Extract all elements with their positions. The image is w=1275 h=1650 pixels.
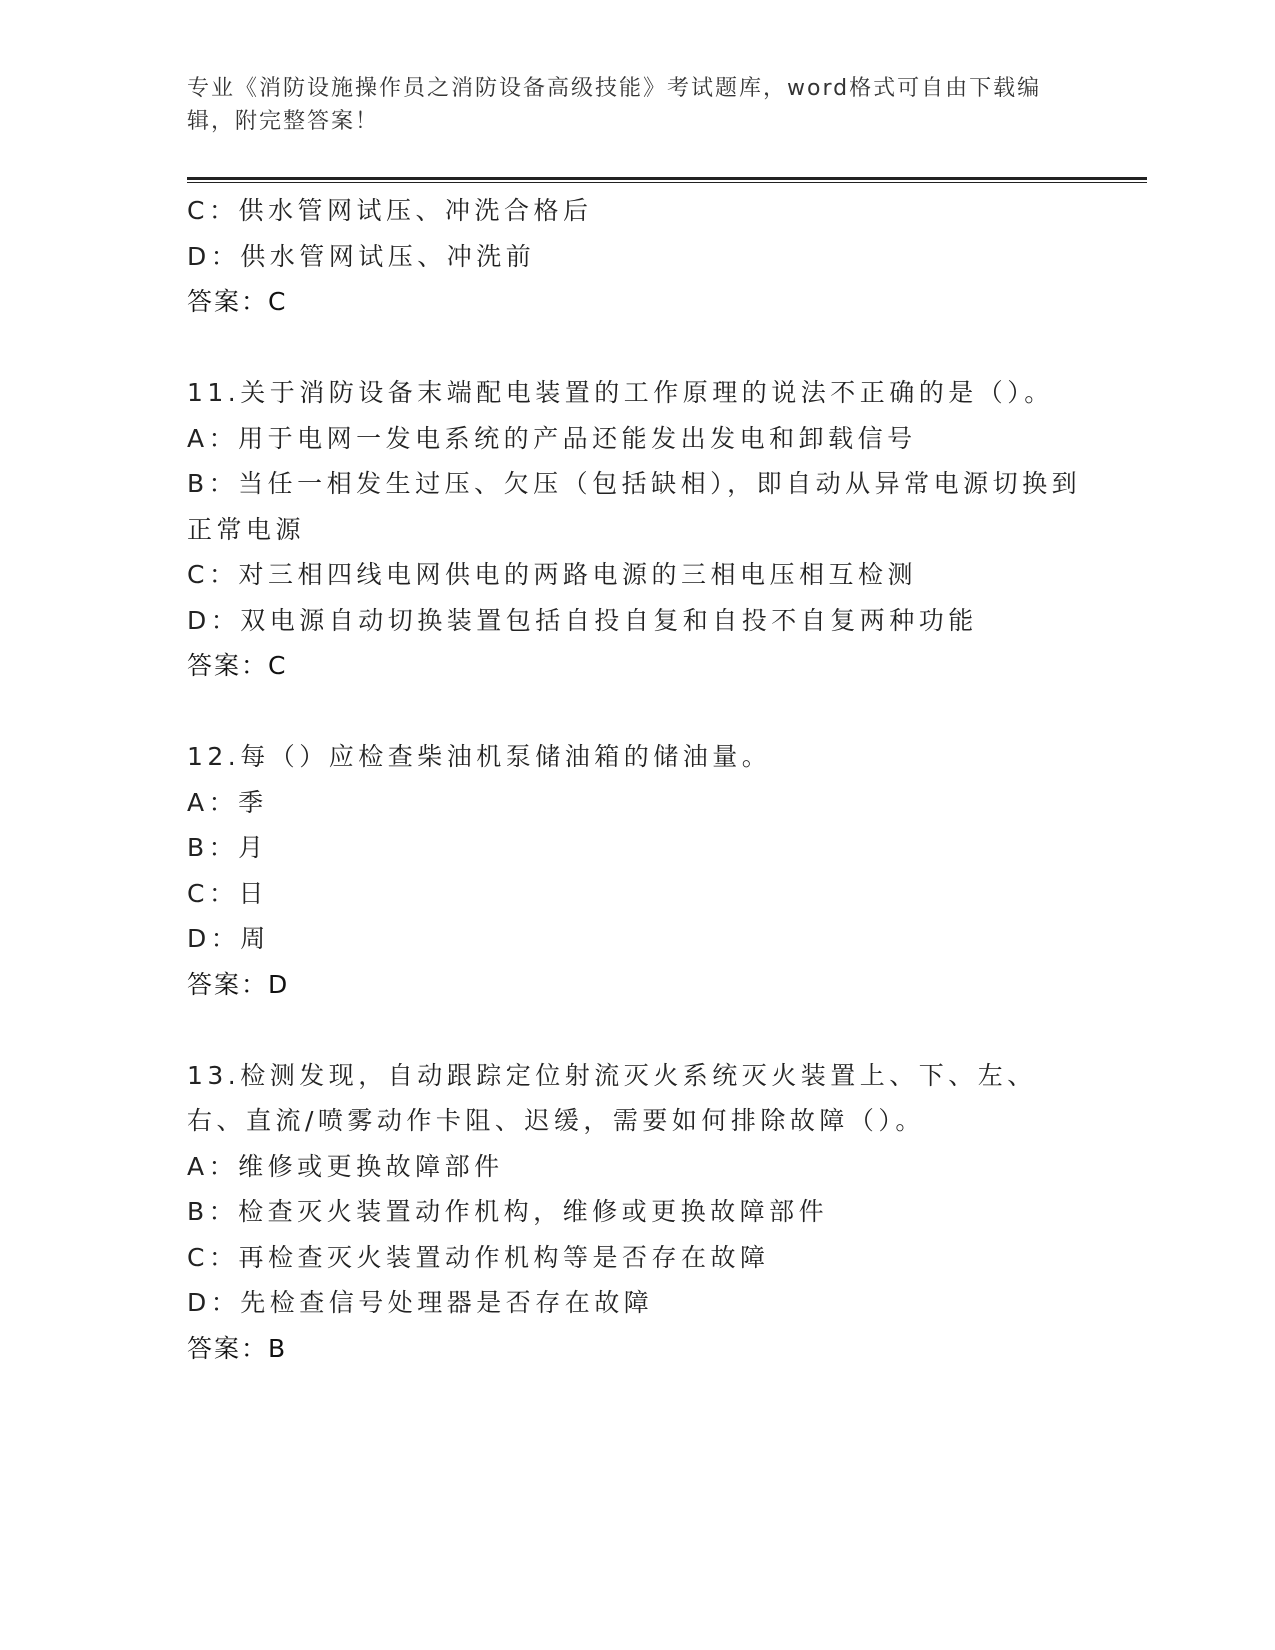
option-b: B：检查灭火装置动作机构，维修或更换故障部件: [187, 1197, 829, 1226]
spacer: [187, 689, 1087, 735]
question-12: [187, 734, 1087, 1007]
option-c: C：日: [187, 878, 268, 908]
option-b: B：月: [187, 833, 268, 862]
document-header: 专业《消防设施操作员之消防设备高级技能》考试题库，word格式可自由下载编辑，附完整答案！: [187, 76, 1042, 134]
option-c: C：再检查灭火装置动作机构等是否存在故障: [187, 1242, 770, 1272]
question-stem: 12.每（）应检查柴油机泵储油箱的储油量。: [187, 742, 772, 771]
option-b: B：当任一相发生过压、欠压（包括缺相），即自动从异常电源切换到正常电源: [187, 469, 1082, 544]
option-d: D：双电源自动切换装置包括自投自复和自投不自复两种功能: [187, 605, 978, 635]
spacer: [187, 325, 1087, 371]
option-a: A：用于电网一发电系统的产品还能发出发电和卸载信号: [187, 423, 917, 453]
option-a: A：季: [187, 787, 268, 817]
header-rule-thin: [187, 182, 1147, 183]
answer-line: 答案：B: [187, 1333, 288, 1363]
question-stem: 11.关于消防设备末端配电装置的工作原理的说法不正确的是（）。: [187, 378, 1054, 407]
header-rule-thick: [187, 177, 1147, 180]
answer-line: 答案：C: [187, 287, 288, 316]
option-d: D：周: [187, 924, 270, 953]
option-d: D：先检查信号处理器是否存在故障: [187, 1288, 654, 1317]
spacer: [187, 1007, 1087, 1053]
question-13: [187, 1053, 1087, 1372]
option-c: C：供水管网试压、冲洗合格后: [187, 196, 593, 225]
carryover-question: [187, 188, 1087, 325]
answer-line: 答案：D: [187, 969, 290, 999]
question-list: [187, 188, 1087, 1371]
option-c: C：对三相四线电网供电的两路电源的三相电压相互检测: [187, 560, 917, 589]
answer-line: 答案：C: [187, 651, 288, 680]
option-d: D：供水管网试压、冲洗前: [187, 241, 536, 271]
option-a: A：维修或更换故障部件: [187, 1151, 504, 1181]
question-stem: 13.检测发现，自动跟踪定位射流灭火系统灭火装置上、下、左、右、直流/喷雾动作卡阻、迟缓，需要如何排除故障（）。: [187, 1060, 1037, 1135]
question-11: [187, 370, 1087, 689]
